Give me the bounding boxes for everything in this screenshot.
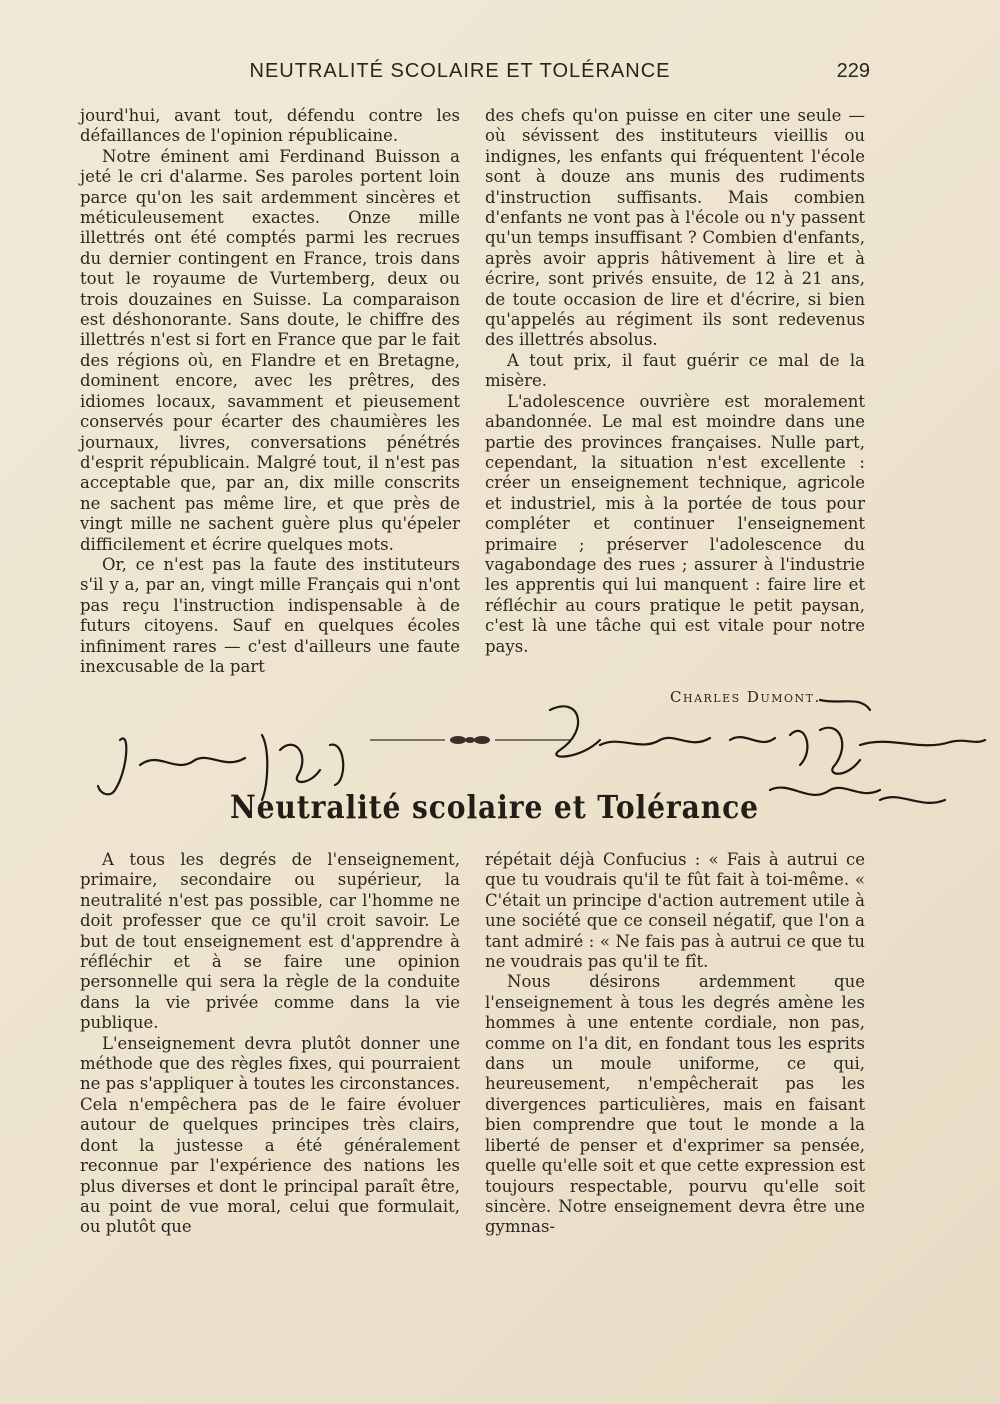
paragraph: des chefs qu'on puisse en citer une seule — où sévissent des instituteurs vieillis ou indignes, les enfants qui fréquentent l'école sont à douze ans munis des rudiments d'instruction suffisants. Mais combien d'enfants ne vont pas à l'école ou n'y passent qu'un temps insuffisant ? Combien d'enfants, après avoir appris hâtivement à lire et à écrire, sont privés ensuite, de 12 à 21 ans, de toute occasion de lire et d'écrire, si bien qu'appelés au régiment ils sont redevenus des illettrés absolus. (485, 106, 865, 350)
top-right-column (485, 106, 865, 657)
paragraph: A tous les degrés de l'enseignement, primaire, secondaire ou supérieur, la neutralité n'est pas possible, car l'homme ne doit professer que ce qu'il croit savoir. Le but de tout enseignement est d'apprendre à réfléchir et à se faire une opinion personnelle qui sera la règle de la conduite dans la vie privée comme dans la vie publique. (80, 850, 460, 1033)
running-title: NEUTRALITÉ SCOLAIRE ET TOLÉRANCE (249, 60, 671, 82)
paragraph: L'adolescence ouvrière est moralement abandonnée. Le mal est moindre dans une partie des provinces françaises. Nulle part, cependant, la situation n'est excellente : créer un enseignement technique, agricole et industriel, mis à la portée de tous pour compléter et continuer l'enseignement primaire ; préserver l'adolescence du vagabondage des rues ; assurer à l'industrie les apprentis qui lui manquent : faire lire et réfléchir au cours pratique le petit paysan, c'est là une tâche qui est vitale pour notre pays. (485, 391, 865, 656)
page-number: 229 (836, 60, 870, 82)
paragraph: Or, ce n'est pas la faute des instituteurs s'il y a, par an, vingt mille Français qui n'ont pas reçu l'instruction indispensable à de futurs citoyens. Sauf en quelques écoles infiniment rares — c'est d'ailleurs une faute inexcusable de la part (80, 554, 460, 676)
paragraph: jourd'hui, avant tout, défendu contre les défaillances de l'opinion républicaine. (80, 106, 460, 146)
running-header (80, 60, 870, 90)
bottom-left-column (80, 850, 460, 1238)
paragraph: A tout prix, il faut guérir ce mal de la misère. (485, 350, 865, 391)
paragraph: répétait déjà Confucius : « Fais à autrui ce que tu voudrais qu'il te fût fait à toi-même. « C'était un principe d'action autrement utile à une société que ce conseil négatif, que l'on a tant admiré : « Ne fais pas à autrui ce que tu ne voudrais pas qu'il te fît. (485, 850, 865, 972)
paragraph: Nous désirons ardemment que l'enseignement à tous les degrés amène les hommes à une entente cordiale, non pas, comme on l'a dit, en fondant tous les esprits dans un moule uniforme, ce qui, heureusement, n'empêcherait pas les divergences particulières, mais en faisant bien comprendre que tout le monde a la liberté de penser et d'exprimer sa pensée, quelle qu'elle soit et que cette expression est toujours respectable, pourvu qu'elle soit sincère. Notre enseignement devra être une gymnas- (485, 972, 865, 1237)
paragraph: Notre éminent ami Ferdinand Buisson a jeté le cri d'alarme. Ses paroles portent loin parce qu'on les sait ardemment sincères et méticuleusement exactes. Onze mille illettrés ont été comptés parmi les recrues du dernier contingent en France, trois dans tout le royaume de Vurtemberg, deux ou trois douzaines en Suisse. La comparaison est déshonorante. Sans doute, le chiffre des illettrés n'est si fort en France que par le fait des régions où, en Flandre et en Bretagne, dominent encore, avec les prêtres, des idiomes locaux, savamment et pieusement conservés pour écarter des chaumières les journaux, livres, conversations pénétrés d'esprit républicain. Malgré tout, il n'est pas acceptable que, par an, dix mille conscrits ne sachent pas même lire, et que près de vingt mille ne sachent guère plus qu'épeler difficilement et écrire quelques mots. (80, 146, 460, 554)
section-title: Neutralité scolaire et Tolérance (230, 788, 759, 826)
bottom-right-column (485, 850, 865, 1238)
author-byline: Charles Dumont. (670, 688, 821, 706)
top-left-column (80, 106, 460, 677)
paragraph: L'enseignement devra plutôt donner une méthode que des règles fixes, qui pourraient ne pas s'appliquer à toutes les circonstances. Cela n'empêchera pas de le faire évoluer autour de quelques principes très clairs, dont la justesse a été généralement reconnue par l'expérience des nations les plus diverses et dont le principal paraît être, au point de vue moral, celui que formulait, ou plutôt que (80, 1033, 460, 1237)
